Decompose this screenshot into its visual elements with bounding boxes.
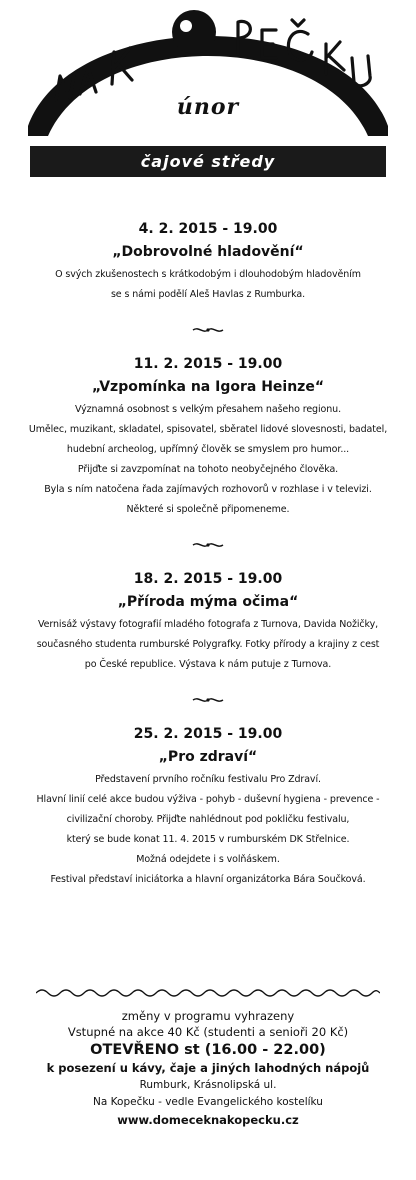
event-text-line: Představení prvního ročníku festivalu Pro Zdraví. [95, 774, 321, 785]
opening-hours: OTEVŘENO st (16.00 - 22.00) [90, 1042, 326, 1058]
invitation: k posezení u kávy, čaje a jiných lahodných nápojů [46, 1061, 370, 1075]
event-text-line: současného studenta rumburské Polygrafky. Fotky přírody a krajiny z cest [36, 639, 380, 650]
entry-fee: Vstupné na akce 40 Kč (studenti a senioři 20 Kč) [67, 1025, 349, 1039]
event-date: 11. 2. 2015 - 19.00 [133, 356, 283, 372]
event-title: „Vzpomínka na Igora Heinze“ [91, 379, 325, 395]
event-4 [0, 725, 416, 890]
event-text-line: Významná osobnost s velkým přesahem našeho regionu. [74, 404, 342, 415]
event-2 [0, 355, 416, 520]
event-date: 4. 2. 2015 - 19.00 [138, 221, 278, 237]
event-text-line: Hlavní linií celé akce budou výživa - pohyb - duševní hygiena - prevence - [36, 794, 380, 805]
program-changes-note: změny v programu vyhrazeny [121, 1009, 295, 1023]
event-text-line: Umělec, muzikant, skladatel, spisovatel, sběratel lidové slovesnosti, badatel, [28, 424, 388, 435]
events-list [0, 220, 416, 890]
event-text-line: Některé si společně připomeneme. [126, 504, 290, 515]
event-title: „Příroda mýma očima“ [117, 594, 299, 610]
ornament-divider [0, 520, 416, 570]
website-link[interactable]: www.domeceknakopecku.cz [117, 1113, 299, 1127]
ornament-divider [0, 675, 416, 725]
address-line-1: Rumburk, Krásnolipská ul. [139, 1079, 277, 1091]
event-date: 18. 2. 2015 - 19.00 [133, 571, 283, 587]
header [0, 0, 416, 180]
event-1 [0, 220, 416, 305]
swirl-ornament-icon [191, 695, 225, 705]
event-text-line: O svých zkušenostech s krátkodobým i dlouhodobým hladověním [55, 269, 361, 280]
month-title: únor [176, 94, 240, 120]
footer [0, 1008, 416, 1129]
ornament-divider [0, 305, 416, 355]
event-text-line: hudební archeolog, upřímný člověk se smyslem pro humor... [66, 444, 350, 455]
event-title: „Dobrovolné hladovění“ [112, 244, 304, 260]
na-kopecku-logo [20, 8, 396, 142]
event-text-line: Vernisáž výstavy fotografií mladého fotografa z Turnova, Davida Nožičky, [37, 619, 379, 630]
event-text-line: po České republice. Výstava k nám putuje z Turnova. [84, 659, 332, 670]
event-text-line: Byla s ním natočena řada zajímavých rozhovorů v rozhlase i v televizi. [44, 484, 372, 495]
wave-divider [36, 988, 380, 998]
event-text-line: Festival představí iniciátorka a hlavní organizátorka Bára Součková. [50, 874, 366, 885]
event-text-line: který se bude konat 11. 4. 2015 v rumburském DK Střelnice. [66, 834, 350, 845]
event-text-line: civilizační choroby. Přijďte nahlédnout pod pokličku festivalu, [66, 814, 350, 825]
event-text-line: se s námi podělí Aleš Havlas z Rumburka. [110, 289, 306, 300]
event-title: „Pro zdraví“ [158, 749, 258, 765]
event-text-line: Možná odejdete i s volňáskem. [136, 854, 280, 865]
swirl-ornament-icon [191, 325, 225, 335]
event-text-line: Přijďte si zavzpomínat na tohoto neobyčejného člověka. [77, 464, 339, 475]
cajove-stredy-banner: čajové středy [30, 146, 386, 177]
swirl-ornament-icon [191, 540, 225, 550]
event-date: 25. 2. 2015 - 19.00 [133, 726, 283, 742]
event-3 [0, 570, 416, 675]
address-line-2: Na Kopečku - vedle Evangelického kostelíku [93, 1096, 323, 1108]
